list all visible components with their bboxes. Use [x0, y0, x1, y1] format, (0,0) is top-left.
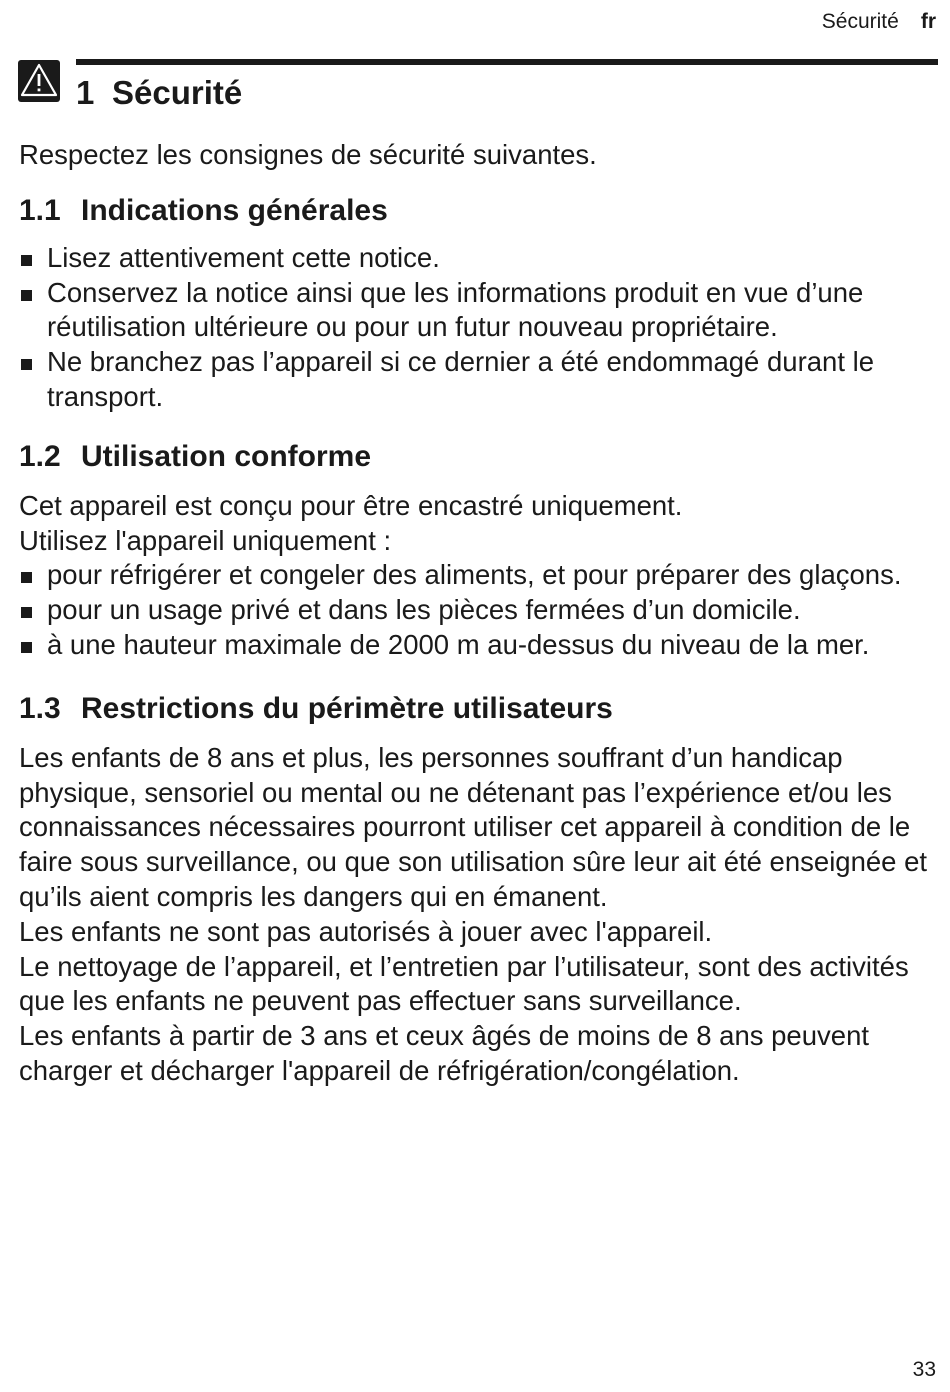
bullet-list-intended-use	[19, 558, 931, 662]
paragraph: Les enfants à partir de 3 ans et ceux âgés de moins de 8 ans peuvent charger et décharger l'appareil de réfrigération/congélation.	[19, 1020, 870, 1086]
section-title: Indications générales	[81, 193, 388, 227]
section-heading-1-2	[19, 437, 931, 477]
list-item: Ne branchez pas l’appareil si ce dernier a été endommagé durant le transport.	[19, 345, 931, 415]
bullet-list-general	[19, 241, 931, 415]
list-item: pour un usage privé et dans les pièces fermées d’un domicile.	[19, 593, 931, 628]
chapter-number: 1	[76, 74, 95, 111]
chapter-title	[76, 72, 242, 114]
section-number: 1.2	[19, 439, 61, 473]
list-item: Lisez attentivement cette notice.	[19, 241, 931, 276]
title-rule	[76, 59, 938, 65]
list-item: à une hauteur maximale de 2000 m au-dessus du niveau de la mer.	[19, 628, 931, 663]
paragraph: Cet appareil est conçu pour être encastré uniquement.	[19, 489, 683, 521]
section-number: 1.3	[19, 691, 61, 725]
list-item: pour réfrigérer et congeler des aliments, et pour préparer des glaçons.	[19, 558, 931, 593]
paragraph: Le nettoyage de l’appareil, et l’entretien par l’utilisateur, sont des activités que les enfants ne peuvent pas effectuer sans surveillance.	[19, 950, 909, 1017]
warning-triangle-icon	[18, 60, 60, 102]
section-number: 1.1	[19, 193, 61, 227]
chapter-title-text: Sécurité	[112, 74, 243, 111]
list-item: Conservez la notice ainsi que les informations produit en vue d’une réutilisation ultérieure ou pour un futur nouveau propriétaire.	[19, 276, 931, 346]
paragraph: Les enfants ne sont pas autorisés à jouer avec l'appareil.	[19, 915, 713, 947]
page-number: 33	[912, 1358, 936, 1381]
chapter-intro: Respectez les consignes de sécurité suivantes.	[19, 139, 597, 170]
running-header-language: fr	[920, 10, 936, 33]
running-header-section: Sécurité	[821, 10, 899, 33]
paragraph: Les enfants de 8 ans et plus, les personnes souffrant d’un handicap physique, sensoriel ou mental ou ne détenant pas l’expérience et/ou les connaissances nécessaires pourront utiliser cet appareil à condition de le faire sous surveillance, ou que son utilisation sûre leur ait été enseignée et qu’ils aient compris les dangers qui en émanent.	[19, 741, 928, 912]
section-title: Utilisation conforme	[81, 439, 372, 473]
section-heading-1-3	[19, 689, 931, 729]
section-heading-1-1	[19, 191, 931, 231]
paragraph: Utilisez l'appareil uniquement :	[19, 524, 392, 556]
page-content	[19, 138, 931, 1089]
section-title: Restrictions du périmètre utilisateurs	[81, 691, 613, 725]
running-header	[822, 8, 936, 36]
